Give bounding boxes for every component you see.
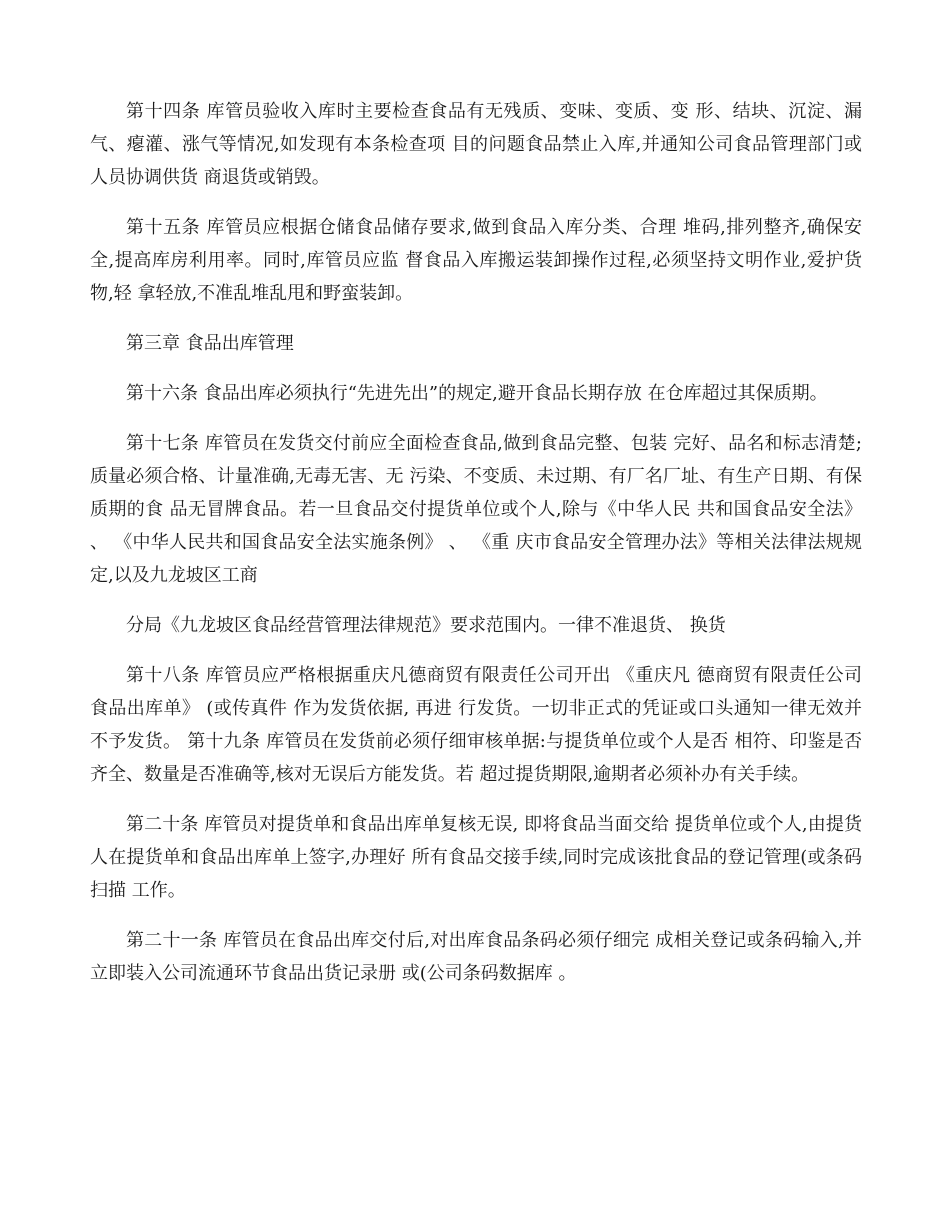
article-18-19-paragraph: 第十八条 库管员应严格根据重庆凡德商贸有限责任公司开出 《重庆凡 德商贸有限责任公司食品出库单》 (或传真件 作为发货依据, 再进 行发货。一切非正式的凭证或口头通知一律无效并不予发货。 第十九条 库管员在发货前必须仔细审核单据:与提货单位或个人是否 相符、印鉴是否齐全、数量是否准确等,核对无误后方能发货。若 超过提货期限,逾期者必须补办有关手续。	[90, 665, 862, 785]
article-17-paragraph: 第十七条 库管员在发货交付前应全面检查食品,做到食品完整、包装 完好、品名和标志清楚;质量必须合格、计量准确,无毒无害、无 污染、不变质、未过期、有厂名厂址、有生产日期、有保质期的食 品无冒牌食品。若一旦食品交付提货单位或个人,除与《中华人民 共和国食品安全法》 、 《中华人民共和国食品安全法实施条例》 、 《重 庆市食品安全管理办法》等相关法律法规规定,以及九龙坡区工商	[90, 433, 862, 586]
article-17-continuation: 分局《九龙坡区食品经营管理法律规范》要求范围内。一律不准退货、 换货	[126, 615, 726, 636]
article-20-paragraph: 第二十条 库管员对提货单和食品出库单复核无误, 即将食品当面交给 提货单位或个人,由提货人在提货单和食品出库单上签字,办理好 所有食品交接手续,同时完成该批食品的登记管理(或条码扫描 工作。	[90, 814, 862, 901]
chapter-3-heading: 第三章 食品出库管理	[126, 333, 294, 354]
article-21-paragraph: 第二十一条 库管员在食品出库交付后,对出库食品条码必须仔细完 成相关登记或条码输入,并立即装入公司流通环节食品出货记录册 或(公司条码数据库 。	[90, 930, 862, 984]
article-14-paragraph: 第十四条 库管员验收入库时主要检查食品有无残质、变味、变质、变 形、结块、沉淀、漏气、瘪灌、涨气等情况,如发现有本条检查项 目的问题食品禁止入库,并通知公司食品管理部门或人员协调供货 商退货或销毁。	[90, 101, 862, 188]
document-body	[90, 95, 862, 1007]
article-15-paragraph: 第十五条 库管员应根据仓储食品储存要求,做到食品入库分类、合理 堆码,排列整齐,确保安全,提高库房利用率。同时,库管员应监 督食品入库搬运装卸操作过程,必须坚持文明作业,爱护货物,轻 拿轻放,不准乱堆乱甩和野蛮装卸。	[90, 217, 862, 304]
article-16-paragraph: 第十六条 食品出库必须执行“先进先出”的规定,避开食品长期存放 在仓库超过其保质期。	[126, 383, 828, 404]
